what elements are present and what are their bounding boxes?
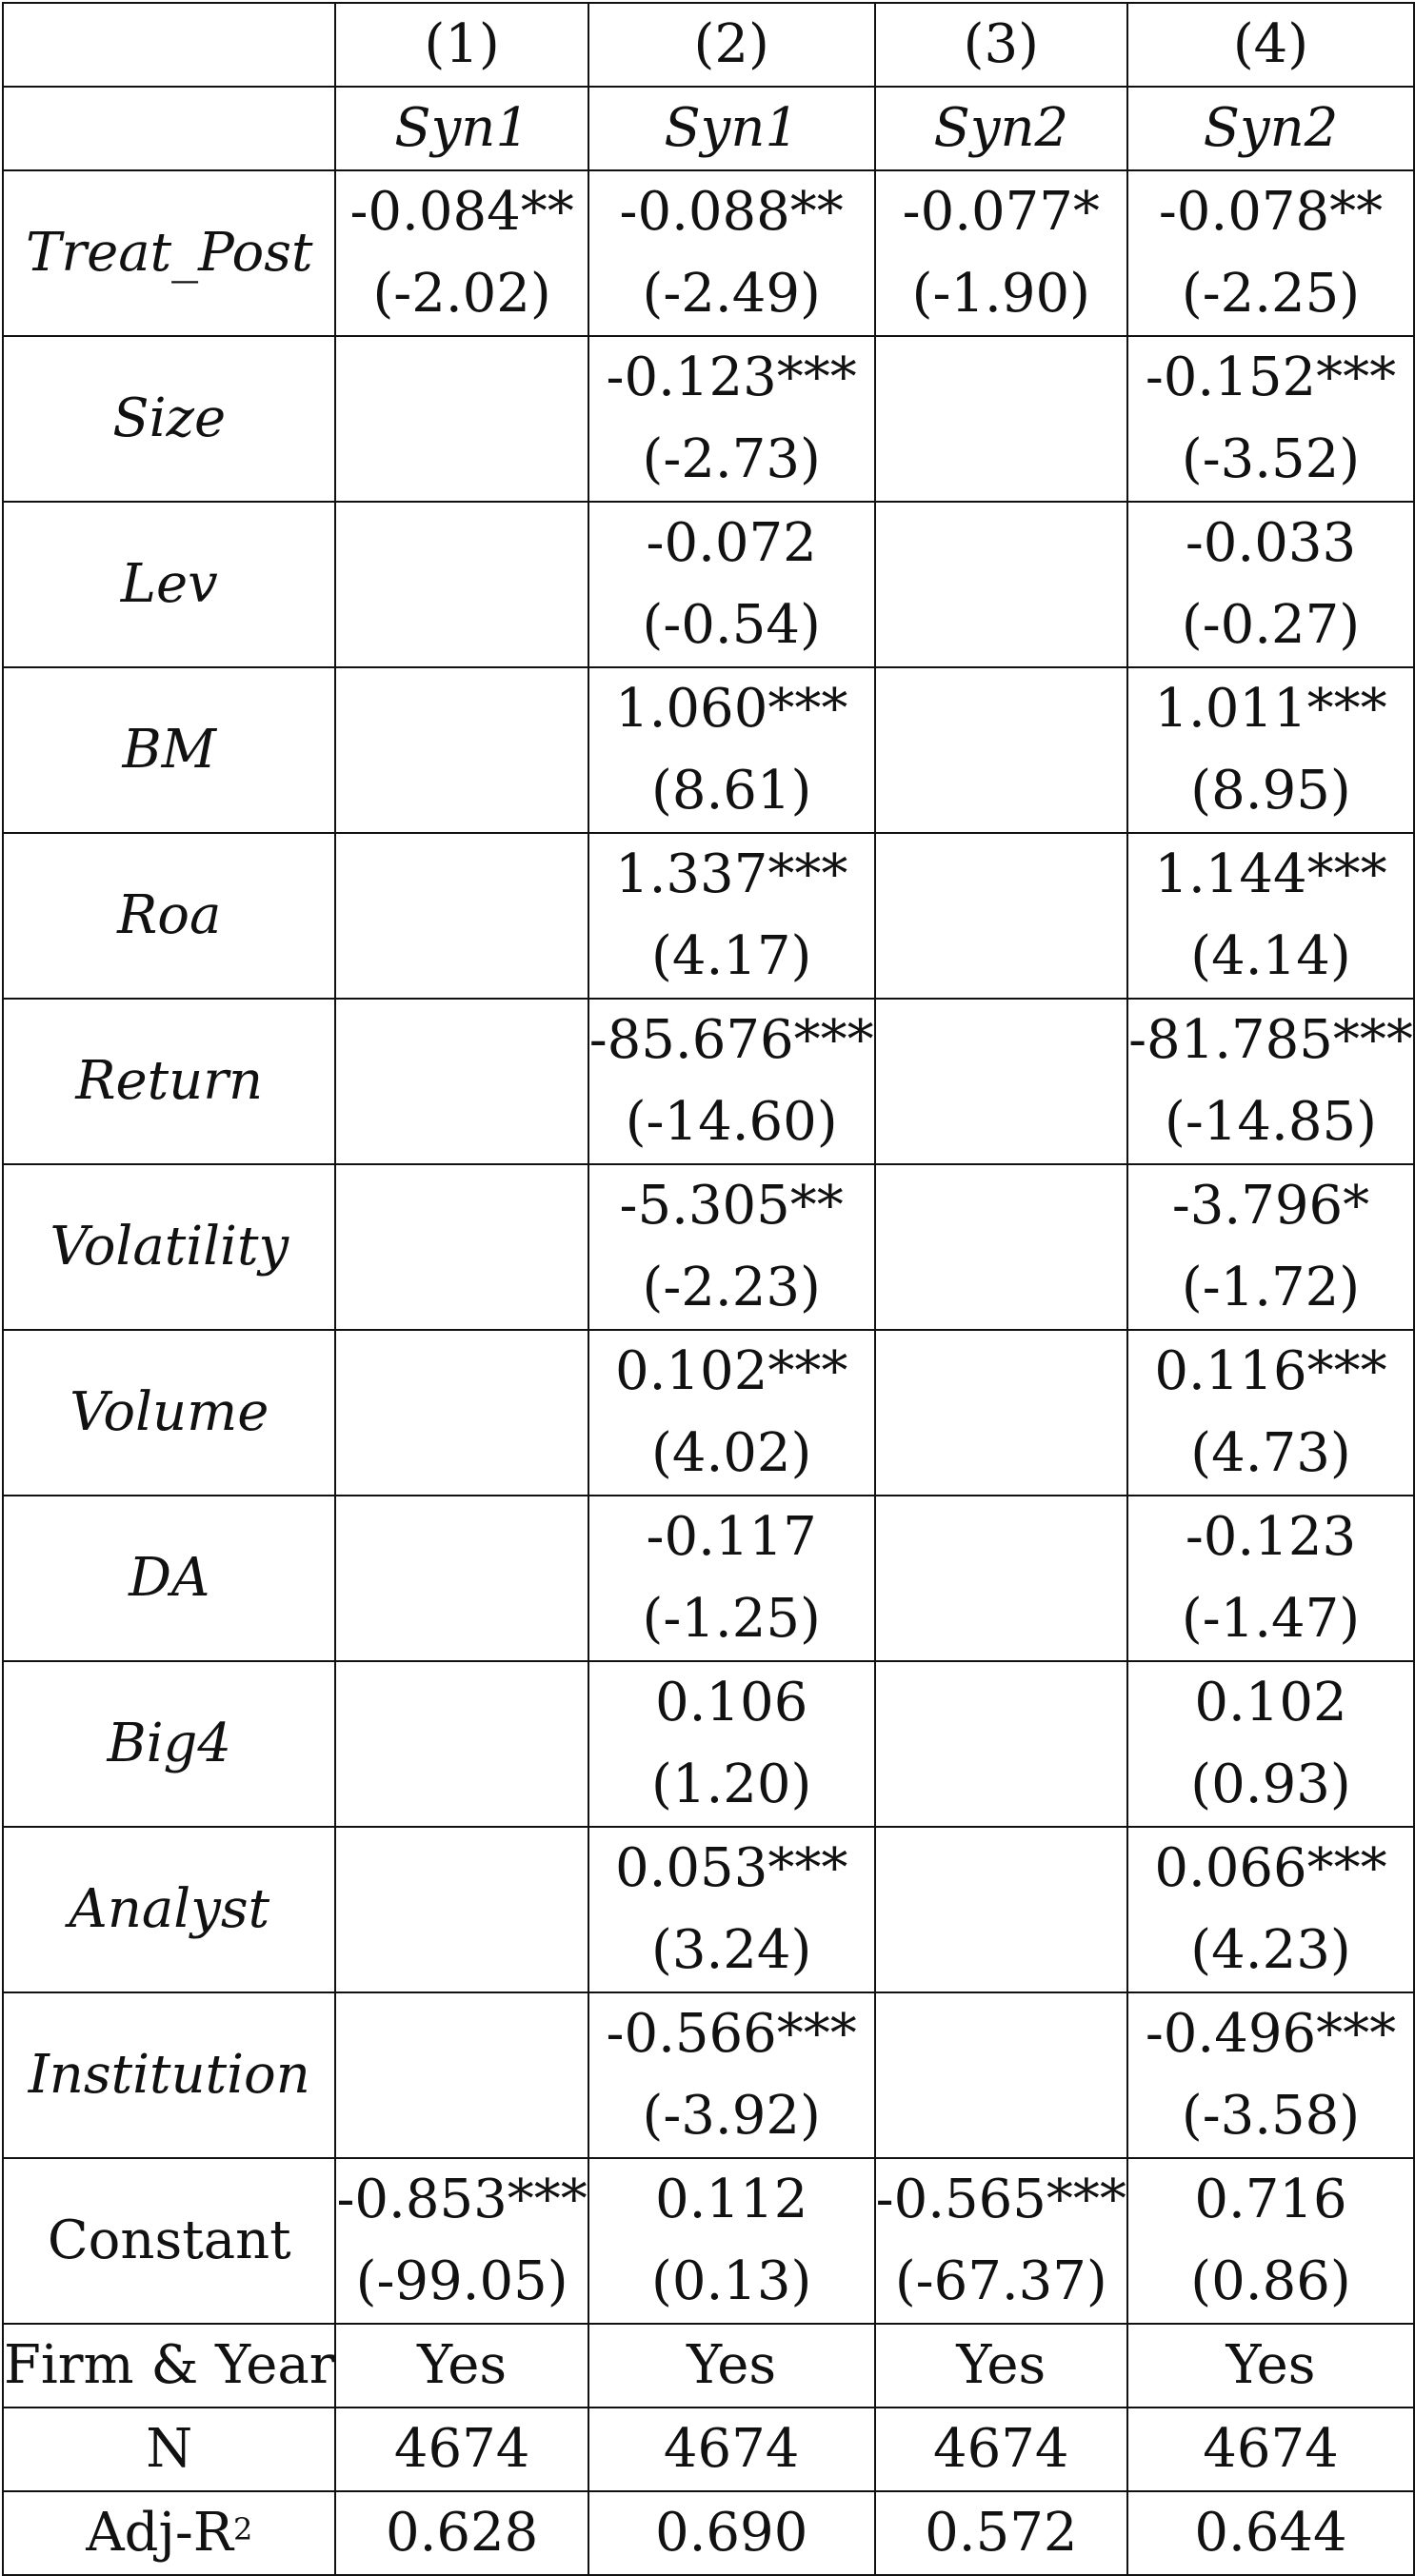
value-cell [875, 2158, 1127, 2324]
coefficient: 0.102 [1194, 1672, 1347, 1734]
value-cell [875, 1992, 1127, 2158]
dep-var: Syn1 [588, 87, 875, 170]
t-statistic: (4.17) [650, 925, 812, 987]
coefficient: 0.716 [1194, 2169, 1347, 2230]
table-row [3, 1164, 1414, 1330]
coefficient: -0.496*** [1145, 2003, 1397, 2065]
coefficient: -0.853*** [336, 2169, 588, 2230]
footer-value: 0.644 [1127, 2491, 1414, 2575]
t-statistic: (-3.58) [1181, 2085, 1361, 2147]
value-cell [1127, 1827, 1414, 1992]
row-label: N [3, 2408, 335, 2491]
value-cell [1127, 2158, 1414, 2324]
t-statistic: (-14.60) [625, 1091, 838, 1153]
t-statistic: (4.73) [1190, 1422, 1351, 1484]
coefficient: -0.117 [646, 1506, 817, 1568]
value-cell [1127, 1164, 1414, 1330]
t-statistic: (-1.25) [642, 1588, 821, 1650]
value-cell [1127, 999, 1414, 1164]
row-label: Adj-$R^2$ [3, 2491, 335, 2575]
table-row [3, 1330, 1414, 1496]
coefficient: -0.072 [646, 512, 817, 574]
row-label: Analyst [3, 1827, 335, 1992]
t-statistic: (4.02) [650, 1422, 812, 1484]
value-cell [588, 999, 875, 1164]
footer-value: 0.628 [335, 2491, 588, 2575]
coefficient: -0.123*** [606, 347, 857, 408]
col-number: (4) [1127, 3, 1414, 87]
value-cell [335, 1496, 588, 1661]
value-cell [875, 833, 1127, 999]
value-cell [875, 1661, 1127, 1827]
value-cell [1127, 1661, 1414, 1827]
value-cell [875, 170, 1127, 336]
row-label: Institution [3, 1992, 335, 2158]
row-label: Treat_Post [3, 170, 335, 336]
value-cell [588, 170, 875, 336]
t-statistic: (-3.92) [642, 2085, 821, 2147]
header-row-numbers [3, 3, 1414, 87]
coefficient: -3.796* [1171, 1175, 1370, 1237]
coefficient: -0.088** [619, 181, 844, 243]
value-cell [588, 1992, 875, 2158]
footer-value: 4674 [335, 2408, 588, 2491]
value-cell [335, 1827, 588, 1992]
table-row [3, 999, 1414, 1164]
coefficient: -5.305** [619, 1175, 844, 1237]
col-number: (3) [875, 3, 1127, 87]
footer-value: 4674 [875, 2408, 1127, 2491]
table-row [3, 1992, 1414, 2158]
t-statistic: (0.13) [650, 2250, 812, 2312]
t-statistic: (-14.85) [1165, 1091, 1377, 1153]
value-cell [588, 667, 875, 833]
value-cell [335, 2158, 588, 2324]
coefficient: -0.565*** [875, 2169, 1126, 2230]
value-cell [875, 1330, 1127, 1496]
coefficient: -0.033 [1185, 512, 1357, 574]
row-label: Volume [3, 1330, 335, 1496]
coefficient: -81.785*** [1128, 1009, 1413, 1071]
t-statistic: (0.86) [1190, 2250, 1351, 2312]
value-cell [335, 833, 588, 999]
t-statistic: (4.23) [1190, 1919, 1351, 1981]
value-cell [335, 502, 588, 667]
value-cell [875, 1496, 1127, 1661]
coefficient: -0.152*** [1145, 347, 1397, 408]
value-cell [335, 1992, 588, 2158]
footer-value: Yes [875, 2324, 1127, 2408]
table-row [3, 1827, 1414, 1992]
value-cell [588, 833, 875, 999]
t-statistic: (0.93) [1190, 1754, 1351, 1815]
table-row [3, 667, 1414, 833]
value-cell [588, 336, 875, 502]
value-cell [875, 502, 1127, 667]
value-cell [588, 1496, 875, 1661]
footer-value: Yes [335, 2324, 588, 2408]
t-statistic: (-2.25) [1181, 263, 1361, 325]
value-cell [588, 502, 875, 667]
row-label: Size [3, 336, 335, 502]
value-cell [1127, 833, 1414, 999]
value-cell [875, 1827, 1127, 1992]
value-cell [875, 1164, 1127, 1330]
row-label: Volatility [3, 1164, 335, 1330]
t-statistic: (4.14) [1190, 925, 1351, 987]
row-label: Return [3, 999, 335, 1164]
fixed-effects-row [3, 2324, 1414, 2408]
value-cell [335, 999, 588, 1164]
table-row [3, 502, 1414, 667]
value-cell [335, 667, 588, 833]
coefficient: 1.337*** [615, 843, 848, 905]
dep-var: Syn1 [335, 87, 588, 170]
t-statistic: (-3.52) [1181, 428, 1361, 490]
value-cell [1127, 667, 1414, 833]
coefficient: -0.077* [902, 181, 1100, 243]
footer-value: Yes [1127, 2324, 1414, 2408]
footer-value: 0.690 [588, 2491, 875, 2575]
t-statistic: (-67.37) [894, 2250, 1107, 2312]
table-row [3, 336, 1414, 502]
row-label: Firm & Year [3, 2324, 335, 2408]
value-cell [335, 1164, 588, 1330]
t-statistic: (-0.54) [642, 594, 821, 656]
row-label: Lev [3, 502, 335, 667]
footer-value: 0.572 [875, 2491, 1127, 2575]
table-row [3, 1661, 1414, 1827]
value-cell [588, 1164, 875, 1330]
coefficient: 1.011*** [1154, 678, 1387, 740]
row-label: Big4 [3, 1661, 335, 1827]
corner-cell [3, 87, 335, 170]
adj-r2-row [3, 2491, 1414, 2575]
value-cell [1127, 1992, 1414, 2158]
value-cell [335, 170, 588, 336]
row-label: Constant [3, 2158, 335, 2324]
coefficient: -0.078** [1158, 181, 1384, 243]
coefficient: 1.144*** [1154, 843, 1387, 905]
value-cell [875, 336, 1127, 502]
coefficient: 0.053*** [615, 1837, 848, 1899]
value-cell [1127, 1496, 1414, 1661]
coefficient: -0.084** [349, 181, 574, 243]
dep-var: Syn2 [1127, 87, 1414, 170]
t-statistic: (-0.27) [1181, 594, 1361, 656]
coefficient: -0.123 [1185, 1506, 1357, 1568]
value-cell [875, 667, 1127, 833]
value-cell [335, 1330, 588, 1496]
t-statistic: (-2.23) [642, 1257, 821, 1318]
corner-cell [3, 3, 335, 87]
t-statistic: (3.24) [650, 1919, 812, 1981]
value-cell [335, 336, 588, 502]
t-statistic: (-99.05) [355, 2250, 568, 2312]
table-row [3, 833, 1414, 999]
header-row-depvars [3, 87, 1414, 170]
footer-value: Yes [588, 2324, 875, 2408]
value-cell [1127, 336, 1414, 502]
value-cell [588, 1661, 875, 1827]
coefficient: 0.066*** [1154, 1837, 1387, 1899]
coefficient: -85.676*** [588, 1009, 874, 1071]
t-statistic: (1.20) [650, 1754, 812, 1815]
t-statistic: (-2.02) [372, 263, 551, 325]
coefficient: 0.112 [655, 2169, 808, 2230]
col-number: (2) [588, 3, 875, 87]
value-cell [588, 2158, 875, 2324]
coefficient: 0.106 [655, 1672, 808, 1734]
footer-value: 4674 [1127, 2408, 1414, 2491]
value-cell [335, 1661, 588, 1827]
t-statistic: (-1.72) [1181, 1257, 1361, 1318]
row-label: Roa [3, 833, 335, 999]
coefficient: 0.102*** [615, 1340, 848, 1402]
footer-value: 4674 [588, 2408, 875, 2491]
t-statistic: (-1.90) [911, 263, 1090, 325]
table-row [3, 2158, 1414, 2324]
regression-table [2, 2, 1415, 2576]
value-cell [1127, 502, 1414, 667]
coefficient: -0.566*** [606, 2003, 857, 2065]
value-cell [875, 999, 1127, 1164]
t-statistic: (-2.73) [642, 428, 821, 490]
col-number: (1) [335, 3, 588, 87]
coefficient: 0.116*** [1154, 1340, 1387, 1402]
table-row [3, 1496, 1414, 1661]
dep-var: Syn2 [875, 87, 1127, 170]
value-cell [588, 1827, 875, 1992]
table-row [3, 170, 1414, 336]
row-label: DA [3, 1496, 335, 1661]
value-cell [1127, 170, 1414, 336]
coefficient: 1.060*** [615, 678, 848, 740]
n-row [3, 2408, 1414, 2491]
row-label: BM [3, 667, 335, 833]
t-statistic: (-2.49) [642, 263, 821, 325]
value-cell [1127, 1330, 1414, 1496]
value-cell [588, 1330, 875, 1496]
t-statistic: (8.95) [1190, 760, 1351, 822]
t-statistic: (-1.47) [1181, 1588, 1361, 1650]
t-statistic: (8.61) [650, 760, 812, 822]
